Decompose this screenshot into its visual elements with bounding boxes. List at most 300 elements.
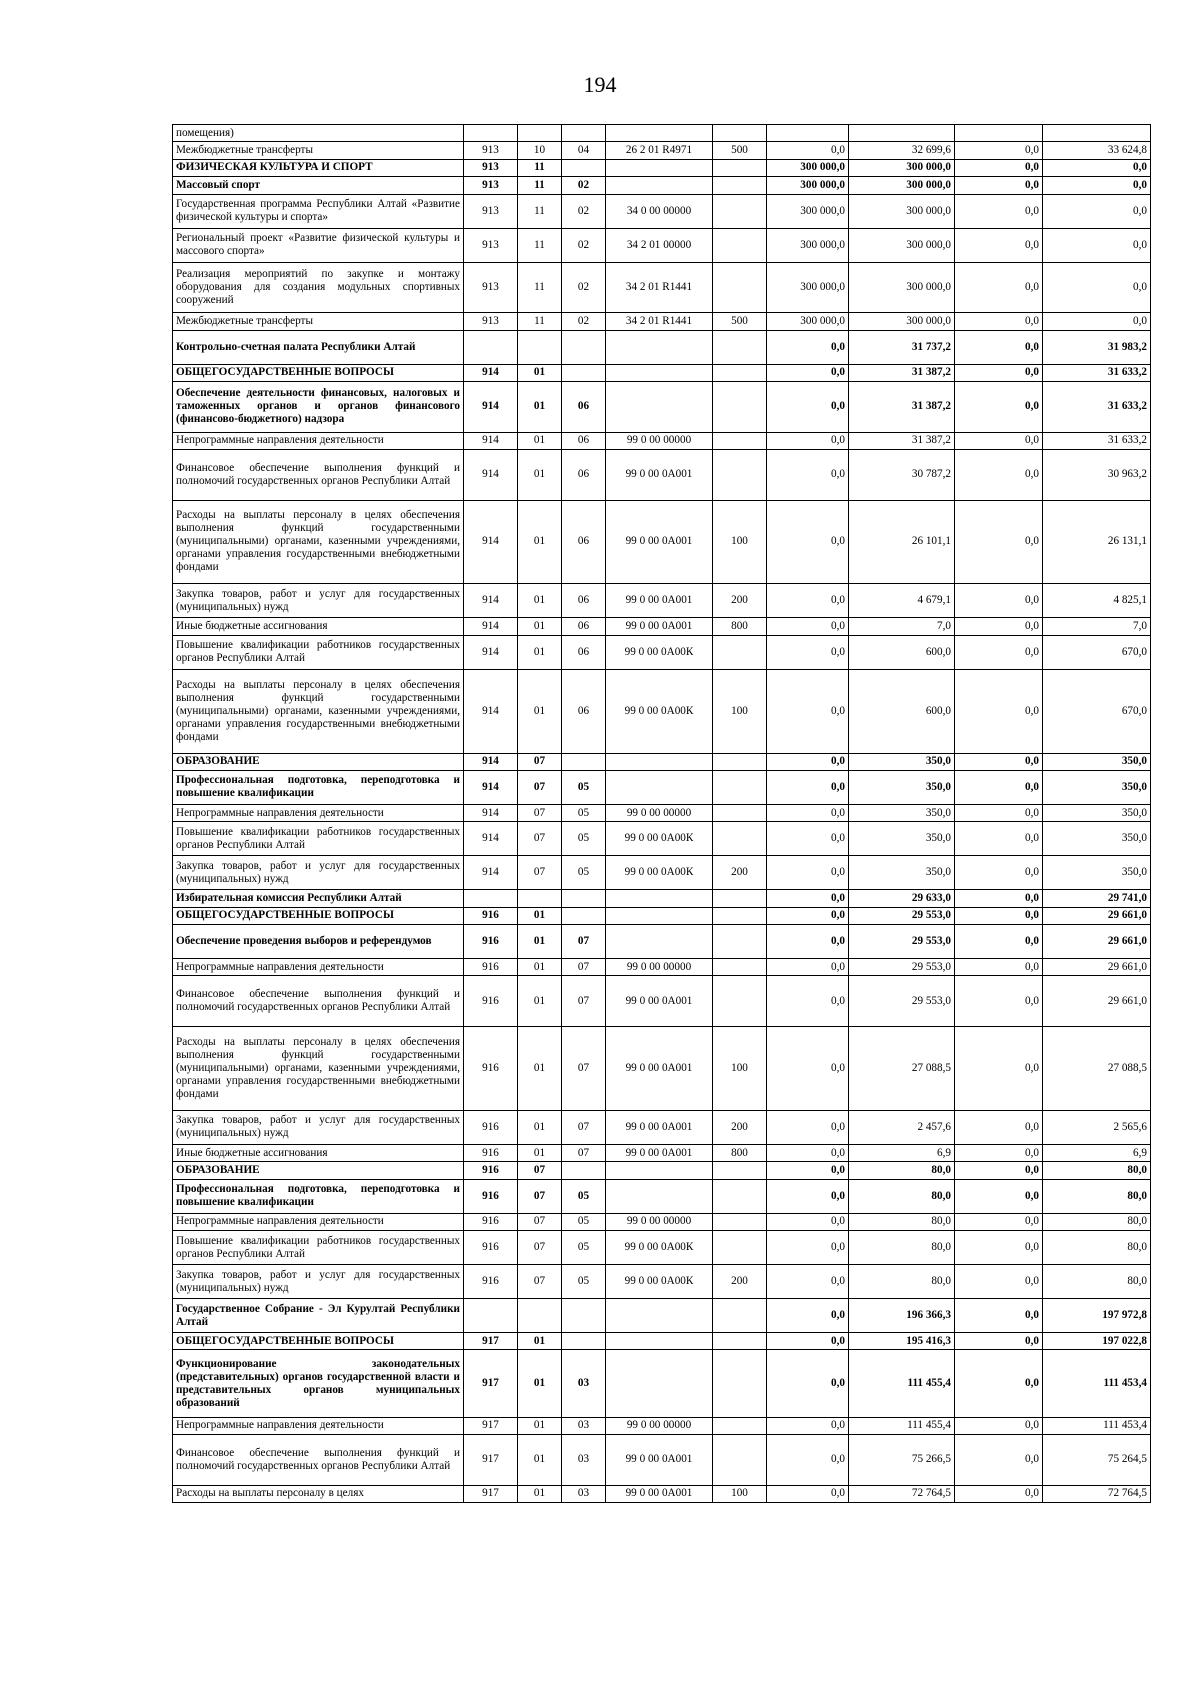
- cell-pr: 07: [562, 1144, 606, 1161]
- cell-rz: 11: [518, 194, 562, 228]
- cell-rz: 01: [518, 1027, 562, 1111]
- cell-rz: 01: [518, 1110, 562, 1144]
- cell-pr: [562, 364, 606, 381]
- cell-pr: 07: [562, 976, 606, 1027]
- cell-sum-3: 0,0: [955, 1299, 1043, 1333]
- cell-vr: [713, 1350, 767, 1417]
- table-row: [173, 635, 1151, 669]
- cell-ved: 917: [464, 1485, 518, 1502]
- cell-name: Функционирование законодательных (представительных) органов государственной власти и представительных органов муниципальных образований: [173, 1350, 464, 1417]
- cell-vr: 200: [713, 1265, 767, 1299]
- cell-vr: [713, 635, 767, 669]
- cell-sum-3: 0,0: [955, 753, 1043, 770]
- cell-ved: 917: [464, 1417, 518, 1434]
- cell-ved: 916: [464, 1110, 518, 1144]
- cell-sum-3: 0,0: [955, 925, 1043, 959]
- cell-csr: [606, 890, 713, 907]
- cell-sum-2: 29 553,0: [849, 976, 955, 1027]
- table-row: [173, 364, 1151, 381]
- cell-ved: 914: [464, 856, 518, 890]
- cell-rz: 01: [518, 1434, 562, 1485]
- cell-pr: 06: [562, 381, 606, 432]
- table-row: [173, 1213, 1151, 1230]
- cell-csr: 99 0 00 00000: [606, 959, 713, 976]
- cell-sum-3: 0,0: [955, 142, 1043, 159]
- cell-name: Непрограммные направления деятельности: [173, 804, 464, 821]
- cell-sum-1: 0,0: [767, 976, 849, 1027]
- cell-ved: 914: [464, 635, 518, 669]
- cell-sum-4: 30 963,2: [1043, 449, 1151, 500]
- table-row: [173, 890, 1151, 907]
- cell-name: ФИЗИЧЕСКАЯ КУЛЬТУРА И СПОРТ: [173, 159, 464, 176]
- cell-sum-2: 29 633,0: [849, 890, 955, 907]
- cell-pr: 02: [562, 313, 606, 330]
- cell-vr: [713, 1213, 767, 1230]
- table-row: [173, 142, 1151, 159]
- cell-pr: 07: [562, 1110, 606, 1144]
- cell-sum-1: 0,0: [767, 1417, 849, 1434]
- cell-name: Профессиональная подготовка, переподготовка и повышение квалификации: [173, 770, 464, 804]
- cell-ved: 914: [464, 432, 518, 449]
- cell-name: Повышение квалификации работников государственных органов Республики Алтай: [173, 822, 464, 856]
- cell-sum-4: 80,0: [1043, 1231, 1151, 1265]
- cell-sum-2: 600,0: [849, 635, 955, 669]
- table-row: [173, 822, 1151, 856]
- cell-name: Региональный проект «Развитие физической культуры и массового спорта»: [173, 228, 464, 262]
- cell-sum-4: 111 453,4: [1043, 1350, 1151, 1417]
- cell-pr: 06: [562, 618, 606, 635]
- cell-rz: 01: [518, 364, 562, 381]
- cell-sum-4: 29 661,0: [1043, 907, 1151, 924]
- cell-sum-1: 0,0: [767, 635, 849, 669]
- cell-vr: [713, 228, 767, 262]
- cell-pr: 06: [562, 449, 606, 500]
- cell-csr: 99 0 00 00000: [606, 1417, 713, 1434]
- cell-sum-4: 31 633,2: [1043, 381, 1151, 432]
- cell-sum-3: 0,0: [955, 432, 1043, 449]
- cell-sum-4: 111 453,4: [1043, 1417, 1151, 1434]
- table-row: [173, 159, 1151, 176]
- cell-rz: 11: [518, 262, 562, 313]
- cell-rz: 01: [518, 449, 562, 500]
- cell-ved: 916: [464, 959, 518, 976]
- cell-sum-1: 0,0: [767, 959, 849, 976]
- cell-sum-1: 0,0: [767, 1333, 849, 1350]
- cell-sum-2: 7,0: [849, 618, 955, 635]
- cell-name: Иные бюджетные ассигнования: [173, 618, 464, 635]
- cell-sum-3: 0,0: [955, 976, 1043, 1027]
- cell-vr: [713, 1417, 767, 1434]
- cell-rz: 11: [518, 177, 562, 194]
- cell-sum-3: 0,0: [955, 669, 1043, 753]
- cell-sum-1: 0,0: [767, 770, 849, 804]
- cell-ved: 917: [464, 1434, 518, 1485]
- cell-pr: 02: [562, 177, 606, 194]
- cell-name: Финансовое обеспечение выполнения функций и полномочий государственных органов Республики Алтай: [173, 449, 464, 500]
- cell-sum-2: 29 553,0: [849, 925, 955, 959]
- cell-csr: 99 0 00 0А001: [606, 1485, 713, 1502]
- cell-name: Массовый спорт: [173, 177, 464, 194]
- cell-ved: 917: [464, 1333, 518, 1350]
- table-row: [173, 262, 1151, 313]
- cell-ved: 916: [464, 1213, 518, 1230]
- cell-sum-3: 0,0: [955, 500, 1043, 584]
- cell-rz: [518, 890, 562, 907]
- cell-pr: 06: [562, 432, 606, 449]
- cell-sum-1: 0,0: [767, 856, 849, 890]
- cell-sum-3: 0,0: [955, 1162, 1043, 1179]
- page-number: 194: [583, 72, 617, 97]
- cell-sum-2: 6,9: [849, 1144, 955, 1161]
- cell-sum-2: 300 000,0: [849, 194, 955, 228]
- cell-rz: 01: [518, 584, 562, 618]
- cell-sum-2: 350,0: [849, 822, 955, 856]
- cell-vr: [713, 262, 767, 313]
- cell-name: помещения): [173, 125, 464, 142]
- cell-pr: 05: [562, 856, 606, 890]
- cell-name: ОБЩЕГОСУДАРСТВЕННЫЕ ВОПРОСЫ: [173, 364, 464, 381]
- cell-sum-1: 0,0: [767, 1434, 849, 1485]
- cell-pr: 05: [562, 1179, 606, 1213]
- cell-sum-2: 300 000,0: [849, 159, 955, 176]
- cell-name: ОБЩЕГОСУДАРСТВЕННЫЕ ВОПРОСЫ: [173, 1333, 464, 1350]
- cell-sum-4: [1043, 125, 1151, 142]
- cell-csr: [606, 364, 713, 381]
- cell-sum-2: 195 416,3: [849, 1333, 955, 1350]
- cell-csr: 99 0 00 0А00К: [606, 669, 713, 753]
- cell-rz: 01: [518, 618, 562, 635]
- cell-vr: [713, 381, 767, 432]
- cell-sum-1: 0,0: [767, 142, 849, 159]
- cell-vr: 200: [713, 856, 767, 890]
- cell-vr: [713, 449, 767, 500]
- cell-rz: 01: [518, 1333, 562, 1350]
- table-row: [173, 959, 1151, 976]
- cell-csr: 99 0 00 0А001: [606, 618, 713, 635]
- cell-vr: [713, 1179, 767, 1213]
- cell-rz: [518, 125, 562, 142]
- cell-rz: 07: [518, 822, 562, 856]
- cell-sum-2: 72 764,5: [849, 1485, 955, 1502]
- cell-pr: [562, 330, 606, 364]
- cell-sum-2: 80,0: [849, 1231, 955, 1265]
- cell-sum-3: 0,0: [955, 618, 1043, 635]
- table-row: [173, 1231, 1151, 1265]
- cell-sum-1: 300 000,0: [767, 159, 849, 176]
- cell-sum-3: 0,0: [955, 822, 1043, 856]
- cell-rz: 01: [518, 925, 562, 959]
- cell-sum-1: 300 000,0: [767, 262, 849, 313]
- cell-ved: 914: [464, 770, 518, 804]
- cell-vr: [713, 1333, 767, 1350]
- cell-name: ОБРАЗОВАНИЕ: [173, 1162, 464, 1179]
- cell-sum-1: 0,0: [767, 753, 849, 770]
- cell-csr: [606, 770, 713, 804]
- cell-rz: 07: [518, 1179, 562, 1213]
- cell-sum-4: 670,0: [1043, 635, 1151, 669]
- cell-rz: [518, 330, 562, 364]
- cell-sum-2: 80,0: [849, 1162, 955, 1179]
- cell-sum-3: 0,0: [955, 1027, 1043, 1111]
- cell-vr: [713, 822, 767, 856]
- cell-ved: 913: [464, 159, 518, 176]
- cell-rz: 07: [518, 856, 562, 890]
- cell-name: Закупка товаров, работ и услуг для государственных (муниципальных) нужд: [173, 584, 464, 618]
- cell-pr: 05: [562, 1213, 606, 1230]
- cell-sum-1: 0,0: [767, 432, 849, 449]
- cell-vr: [713, 177, 767, 194]
- cell-vr: [713, 753, 767, 770]
- table-row: [173, 856, 1151, 890]
- cell-sum-3: 0,0: [955, 959, 1043, 976]
- cell-sum-3: 0,0: [955, 804, 1043, 821]
- cell-csr: 34 2 01 R1441: [606, 262, 713, 313]
- cell-name: Непрограммные направления деятельности: [173, 959, 464, 976]
- cell-pr: [562, 753, 606, 770]
- cell-rz: 01: [518, 669, 562, 753]
- cell-name: Государственная программа Республики Алтай «Развитие физической культуры и спорта»: [173, 194, 464, 228]
- cell-vr: [713, 125, 767, 142]
- cell-rz: 01: [518, 432, 562, 449]
- cell-ved: 916: [464, 1179, 518, 1213]
- cell-name: Профессиональная подготовка, переподготовка и повышение квалификации: [173, 1179, 464, 1213]
- cell-name: Финансовое обеспечение выполнения функций и полномочий государственных органов Республики Алтай: [173, 976, 464, 1027]
- cell-csr: [606, 907, 713, 924]
- cell-ved: 917: [464, 1350, 518, 1417]
- cell-sum-2: 75 266,5: [849, 1434, 955, 1485]
- cell-sum-1: 0,0: [767, 364, 849, 381]
- cell-ved: 914: [464, 381, 518, 432]
- cell-csr: [606, 1179, 713, 1213]
- cell-sum-3: 0,0: [955, 1417, 1043, 1434]
- cell-pr: 05: [562, 1265, 606, 1299]
- cell-name: Закупка товаров, работ и услуг для государственных (муниципальных) нужд: [173, 856, 464, 890]
- cell-sum-1: 0,0: [767, 1144, 849, 1161]
- cell-sum-4: 0,0: [1043, 262, 1151, 313]
- cell-sum-3: 0,0: [955, 1350, 1043, 1417]
- cell-sum-1: 0,0: [767, 381, 849, 432]
- cell-rz: 01: [518, 381, 562, 432]
- cell-pr: 05: [562, 770, 606, 804]
- cell-ved: 913: [464, 142, 518, 159]
- cell-name: Расходы на выплаты персоналу в целях обеспечения выполнения функций государственными (муниципальными) органами, казенными учреждениями, органами управления государственными внебюджетными фондами: [173, 1027, 464, 1111]
- cell-ved: 913: [464, 262, 518, 313]
- cell-vr: [713, 1299, 767, 1333]
- cell-sum-3: 0,0: [955, 313, 1043, 330]
- cell-rz: 07: [518, 1265, 562, 1299]
- cell-sum-2: 350,0: [849, 804, 955, 821]
- cell-rz: 01: [518, 907, 562, 924]
- cell-csr: [606, 1162, 713, 1179]
- cell-vr: 100: [713, 1485, 767, 1502]
- cell-sum-1: 0,0: [767, 618, 849, 635]
- cell-sum-4: 2 565,6: [1043, 1110, 1151, 1144]
- cell-csr: [606, 1350, 713, 1417]
- cell-sum-1: [767, 125, 849, 142]
- cell-ved: 916: [464, 1231, 518, 1265]
- cell-rz: 07: [518, 804, 562, 821]
- cell-sum-4: 197 972,8: [1043, 1299, 1151, 1333]
- cell-csr: 99 0 00 0А001: [606, 976, 713, 1027]
- cell-sum-4: 0,0: [1043, 159, 1151, 176]
- cell-vr: [713, 1231, 767, 1265]
- cell-sum-4: 6,9: [1043, 1144, 1151, 1161]
- cell-pr: 03: [562, 1485, 606, 1502]
- cell-name: Расходы на выплаты персоналу в целях обеспечения выполнения функций государственными (муниципальными) органами, казенными учреждениями, органами управления государственными внебюджетными фондами: [173, 500, 464, 584]
- cell-csr: [606, 177, 713, 194]
- cell-sum-2: 300 000,0: [849, 228, 955, 262]
- cell-sum-2: 80,0: [849, 1213, 955, 1230]
- cell-vr: [713, 364, 767, 381]
- cell-sum-4: 350,0: [1043, 804, 1151, 821]
- cell-sum-1: 0,0: [767, 1162, 849, 1179]
- cell-sum-2: 111 455,4: [849, 1350, 955, 1417]
- cell-pr: 07: [562, 959, 606, 976]
- cell-vr: [713, 890, 767, 907]
- cell-sum-3: 0,0: [955, 907, 1043, 924]
- cell-ved: 916: [464, 1265, 518, 1299]
- cell-name: Обеспечение проведения выборов и референдумов: [173, 925, 464, 959]
- cell-vr: 500: [713, 313, 767, 330]
- cell-sum-2: 29 553,0: [849, 959, 955, 976]
- cell-sum-2: 300 000,0: [849, 262, 955, 313]
- cell-name: Межбюджетные трансферты: [173, 142, 464, 159]
- table-row: [173, 1350, 1151, 1417]
- cell-rz: 01: [518, 1417, 562, 1434]
- cell-ved: 914: [464, 822, 518, 856]
- cell-sum-1: 0,0: [767, 822, 849, 856]
- cell-vr: [713, 159, 767, 176]
- cell-sum-3: 0,0: [955, 1179, 1043, 1213]
- cell-sum-4: 350,0: [1043, 856, 1151, 890]
- cell-sum-1: 0,0: [767, 804, 849, 821]
- cell-ved: 916: [464, 1162, 518, 1179]
- cell-ved: 914: [464, 584, 518, 618]
- table-row: [173, 1144, 1151, 1161]
- cell-csr: 99 0 00 0А001: [606, 1027, 713, 1111]
- cell-sum-3: 0,0: [955, 194, 1043, 228]
- cell-sum-4: 31 633,2: [1043, 364, 1151, 381]
- cell-name: Расходы на выплаты персоналу в целях: [173, 1485, 464, 1502]
- cell-sum-4: 29 661,0: [1043, 959, 1151, 976]
- cell-vr: [713, 804, 767, 821]
- cell-sum-2: 300 000,0: [849, 177, 955, 194]
- cell-sum-2: 31 387,2: [849, 364, 955, 381]
- cell-rz: 07: [518, 1213, 562, 1230]
- cell-sum-3: 0,0: [955, 364, 1043, 381]
- cell-sum-3: 0,0: [955, 449, 1043, 500]
- cell-sum-3: 0,0: [955, 856, 1043, 890]
- cell-sum-4: 197 022,8: [1043, 1333, 1151, 1350]
- cell-sum-3: 0,0: [955, 228, 1043, 262]
- cell-ved: 916: [464, 976, 518, 1027]
- cell-sum-3: 0,0: [955, 381, 1043, 432]
- cell-sum-2: 80,0: [849, 1179, 955, 1213]
- cell-sum-2: 27 088,5: [849, 1027, 955, 1111]
- table-row: [173, 1162, 1151, 1179]
- cell-pr: 05: [562, 804, 606, 821]
- cell-sum-4: 0,0: [1043, 313, 1151, 330]
- table-row: [173, 1434, 1151, 1485]
- cell-sum-3: 0,0: [955, 330, 1043, 364]
- cell-pr: 06: [562, 584, 606, 618]
- cell-rz: 11: [518, 313, 562, 330]
- cell-sum-4: 26 131,1: [1043, 500, 1151, 584]
- cell-pr: [562, 1299, 606, 1333]
- cell-sum-2: 32 699,6: [849, 142, 955, 159]
- cell-sum-3: [955, 125, 1043, 142]
- cell-name: Непрограммные направления деятельности: [173, 432, 464, 449]
- cell-name: Иные бюджетные ассигнования: [173, 1144, 464, 1161]
- cell-csr: [606, 330, 713, 364]
- cell-ved: 913: [464, 177, 518, 194]
- table-row: [173, 177, 1151, 194]
- cell-sum-2: 29 553,0: [849, 907, 955, 924]
- cell-csr: 99 0 00 00000: [606, 1213, 713, 1230]
- cell-ved: [464, 330, 518, 364]
- cell-name: ОБРАЗОВАНИЕ: [173, 753, 464, 770]
- table-row: [173, 925, 1151, 959]
- cell-rz: 01: [518, 500, 562, 584]
- cell-pr: [562, 890, 606, 907]
- cell-sum-3: 0,0: [955, 262, 1043, 313]
- cell-vr: [713, 330, 767, 364]
- cell-rz: 07: [518, 1162, 562, 1179]
- cell-rz: 10: [518, 142, 562, 159]
- cell-rz: 11: [518, 228, 562, 262]
- cell-pr: 02: [562, 194, 606, 228]
- cell-sum-1: 300 000,0: [767, 177, 849, 194]
- cell-ved: 914: [464, 364, 518, 381]
- cell-sum-4: 80,0: [1043, 1213, 1151, 1230]
- cell-sum-3: 0,0: [955, 1434, 1043, 1485]
- cell-sum-1: 0,0: [767, 1299, 849, 1333]
- cell-pr: 06: [562, 635, 606, 669]
- cell-pr: 06: [562, 500, 606, 584]
- cell-pr: 06: [562, 669, 606, 753]
- cell-sum-3: 0,0: [955, 1333, 1043, 1350]
- table-row: [173, 313, 1151, 330]
- cell-sum-4: 33 624,8: [1043, 142, 1151, 159]
- cell-name: Финансовое обеспечение выполнения функций и полномочий государственных органов Республики Алтай: [173, 1434, 464, 1485]
- cell-pr: 03: [562, 1434, 606, 1485]
- cell-pr: 03: [562, 1350, 606, 1417]
- cell-ved: [464, 890, 518, 907]
- cell-sum-1: 0,0: [767, 1265, 849, 1299]
- cell-sum-2: 300 000,0: [849, 313, 955, 330]
- cell-vr: 200: [713, 584, 767, 618]
- cell-pr: 07: [562, 1027, 606, 1111]
- cell-sum-1: 300 000,0: [767, 313, 849, 330]
- table-row: [173, 1110, 1151, 1144]
- cell-sum-3: 0,0: [955, 1213, 1043, 1230]
- cell-vr: [713, 976, 767, 1027]
- cell-sum-3: 0,0: [955, 770, 1043, 804]
- cell-csr: 34 2 01 R1441: [606, 313, 713, 330]
- cell-rz: 07: [518, 1231, 562, 1265]
- cell-csr: [606, 925, 713, 959]
- cell-vr: 100: [713, 500, 767, 584]
- cell-sum-2: 26 101,1: [849, 500, 955, 584]
- cell-sum-4: 0,0: [1043, 194, 1151, 228]
- cell-csr: 99 0 00 0А001: [606, 584, 713, 618]
- cell-name: Повышение квалификации работников государственных органов Республики Алтай: [173, 1231, 464, 1265]
- cell-vr: [713, 1162, 767, 1179]
- table-row: [173, 381, 1151, 432]
- cell-vr: [713, 1434, 767, 1485]
- cell-csr: 99 0 00 0А001: [606, 1144, 713, 1161]
- cell-sum-4: 31 983,2: [1043, 330, 1151, 364]
